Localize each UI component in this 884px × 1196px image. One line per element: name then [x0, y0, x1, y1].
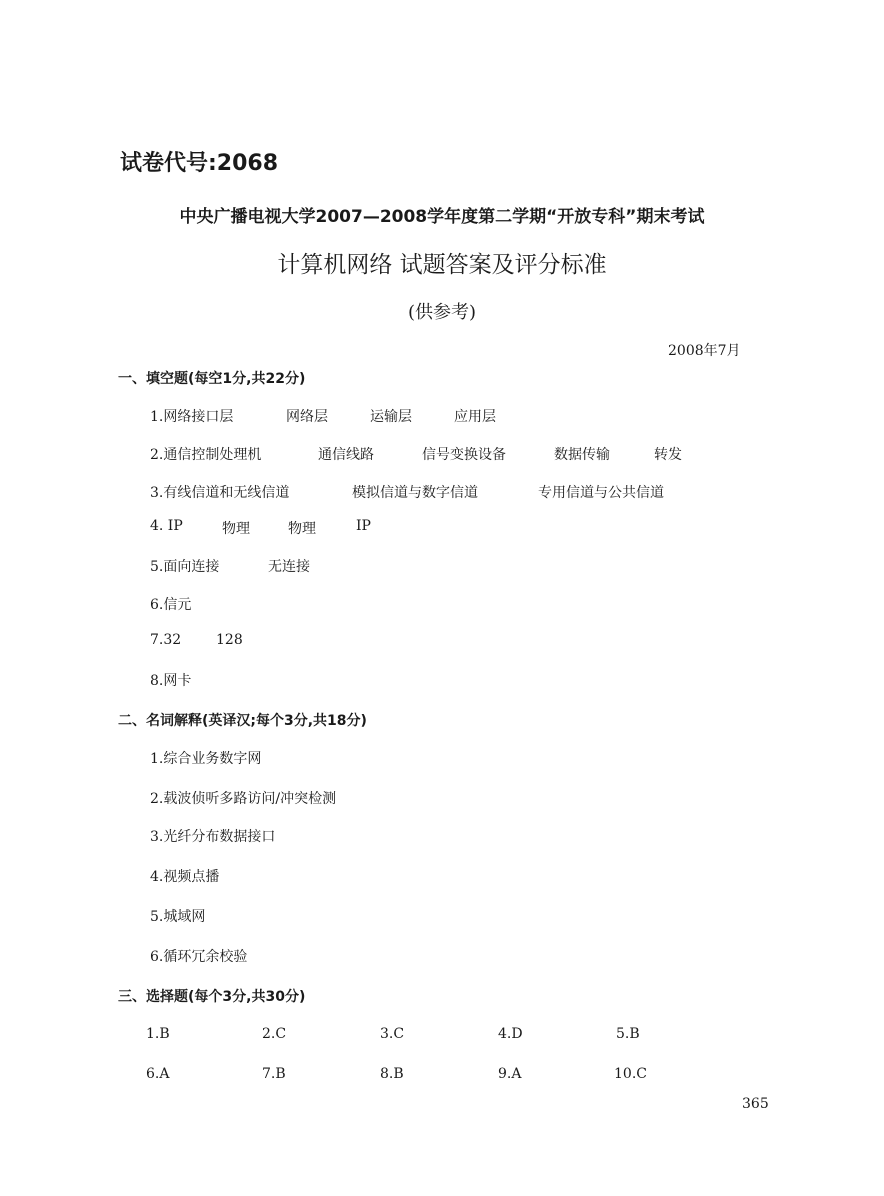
choice-answer: 1.B [146, 1026, 170, 1042]
answer-1-1: 网络层 [286, 409, 328, 425]
choice-answer: 7.B [262, 1066, 286, 1082]
answer-1-1: 1.网络接口层 [150, 409, 234, 425]
answer-1-5: 无连接 [268, 559, 310, 575]
answer-1-4: 4. IP [150, 518, 183, 534]
exam-code: 试卷代号:2068 [120, 151, 279, 176]
answer-2-3: 3.光纤分布数据接口 [150, 829, 276, 845]
choice-answer: 5.B [616, 1026, 640, 1042]
answer-2-5: 5.城域网 [150, 909, 206, 925]
answer-1-4: IP [356, 518, 371, 534]
answer-1-2: 转发 [654, 447, 682, 463]
answer-2-2: 2.载波侦听多路访问/冲突检测 [150, 791, 337, 807]
exam-header: 中央广播电视大学2007—2008学年度第二学期“开放专科”期末考试 [179, 207, 705, 227]
page-number: 365 [742, 1096, 769, 1112]
choice-answer: 10.C [614, 1066, 647, 1082]
choice-answer: 8.B [380, 1066, 404, 1082]
answer-1-5: 5.面向连接 [150, 559, 220, 575]
answer-1-7: 7.32 [150, 632, 182, 648]
answer-1-4: 物理 [222, 521, 250, 537]
choice-answer: 2.C [262, 1026, 287, 1042]
answer-2-6: 6.循环冗余校验 [150, 949, 248, 965]
section-3-heading: 三、选择题(每个3分,共30分) [118, 989, 306, 1005]
answer-1-2: 信号变换设备 [422, 447, 506, 463]
answer-2-4: 4.视频点播 [150, 869, 220, 885]
choice-answer: 6.A [146, 1066, 170, 1082]
answer-1-3: 3.有线信道和无线信道 [150, 485, 290, 501]
answer-1-6: 6.信元 [150, 597, 192, 613]
exam-date: 2008年7月 [668, 343, 741, 359]
choice-answer: 4.D [498, 1026, 523, 1042]
page-title: 计算机网络 试题答案及评分标准 [277, 252, 607, 278]
answer-1-2: 数据传输 [554, 447, 610, 463]
answer-1-8: 8.网卡 [150, 673, 192, 689]
page-subtitle: (供参考) [407, 302, 477, 323]
answer-1-3: 专用信道与公共信道 [538, 485, 664, 501]
answer-1-3: 模拟信道与数字信道 [352, 485, 478, 501]
choice-answer: 9.A [498, 1066, 522, 1082]
answer-2-1: 1.综合业务数字网 [150, 751, 262, 767]
choice-answer: 3.C [380, 1026, 405, 1042]
answer-1-1: 运输层 [370, 409, 412, 425]
answer-1-7: 128 [216, 632, 243, 648]
answer-1-2: 通信线路 [318, 447, 374, 463]
section-1-heading: 一、填空题(每空1分,共22分) [118, 371, 306, 387]
answer-1-4: 物理 [288, 521, 316, 537]
section-2-heading: 二、名词解释(英译汉;每个3分,共18分) [118, 713, 367, 729]
answer-1-1: 应用层 [454, 409, 496, 425]
answer-1-2: 2.通信控制处理机 [150, 447, 262, 463]
